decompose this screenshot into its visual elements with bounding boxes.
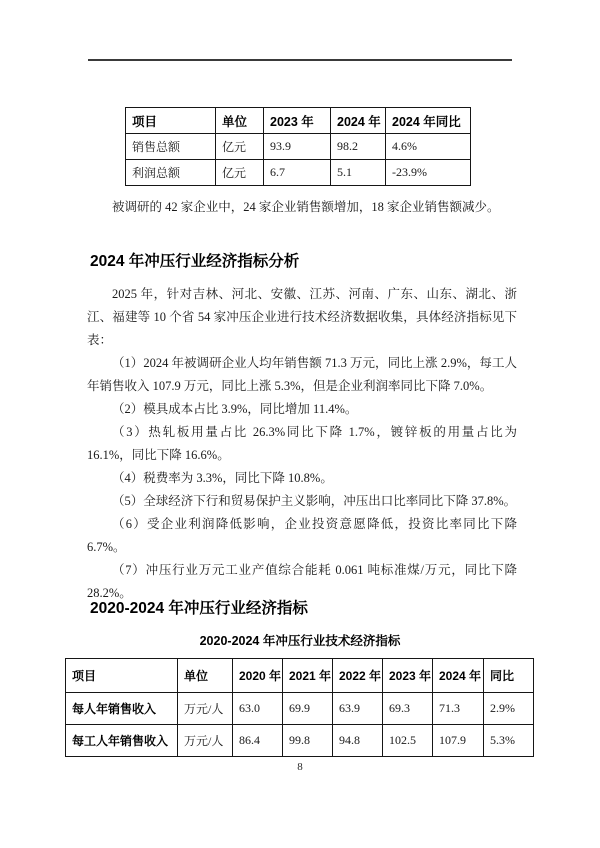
- cell-sales-unit: 亿元: [216, 134, 264, 160]
- analysis-item-3: （3）热轧板用量占比 26.3%同比下降 1.7%，镀锌板的用量占比为 16.1%，同比下降 16.6%。: [87, 425, 517, 462]
- cell-sales-yoy: 4.6%: [386, 134, 471, 160]
- cell-percap-2022: 63.9: [333, 693, 383, 725]
- cell-percap-unit: 万元/人: [178, 693, 233, 725]
- summary-col-item: 项目: [126, 108, 216, 134]
- section-heading-indicators: 2020-2024 年冲压行业经济指标: [90, 600, 308, 617]
- cell-sales-2024: 98.2: [331, 134, 386, 160]
- cell-profit-2023: 6.7: [264, 160, 331, 186]
- summary-table: [125, 107, 471, 186]
- indicators-table: [65, 658, 534, 757]
- analysis-item-4: （4）税费率为 3.3%，同比下降 10.8%。: [112, 471, 333, 485]
- ind-col-yoy: 同比: [484, 659, 534, 693]
- survey-note-paragraph: 被调研的 42 家企业中，24 家企业销售额增加，18 家企业销售额减少。: [112, 200, 500, 214]
- cell-percap-2023: 69.3: [383, 693, 433, 725]
- cell-perworker-yoy: 5.3%: [484, 725, 534, 757]
- analysis-item-2: （2）模具成本占比 3.9%，同比增加 11.4%。: [112, 402, 358, 416]
- cell-profit-yoy: -23.9%: [386, 160, 471, 186]
- cell-sales-label: 销售总额: [126, 134, 216, 160]
- analysis-item-7: （7）冲压行业万元工业产值综合能耗 0.061 吨标准煤/万元，同比下降 28.2%。: [87, 563, 517, 600]
- section-heading-economic-analysis: 2024 年冲压行业经济指标分析: [90, 253, 300, 270]
- analysis-body: [87, 283, 517, 605]
- summary-col-2024: 2024 年: [331, 108, 386, 134]
- cell-percap-label: 每人年销售收入: [66, 693, 178, 725]
- cell-profit-2024: 5.1: [331, 160, 386, 186]
- analysis-item-5: （5）全球经济下行和贸易保护主义影响，冲压出口比率同比下降 37.8%。: [112, 494, 517, 508]
- cell-perworker-2023: 102.5: [383, 725, 433, 757]
- cell-percap-2020: 63.0: [233, 693, 283, 725]
- analysis-intro-paragraph: 2025 年，针对吉林、河北、安徽、江苏、河南、广东、山东、湖北、浙江、福建等 10 个省 54 家冲压企业进行技术经济数据收集，具体经济指标见下表：: [87, 287, 517, 347]
- summary-col-unit: 单位: [216, 108, 264, 134]
- ind-col-unit: 单位: [178, 659, 233, 693]
- ind-col-2021: 2021 年: [283, 659, 333, 693]
- cell-perworker-2021: 99.8: [283, 725, 333, 757]
- summary-table-header-row: [126, 108, 471, 134]
- indicators-table-caption: 2020-2024 年冲压行业技术经济指标: [199, 634, 401, 648]
- table-row: [126, 134, 471, 160]
- page-number: 8: [297, 761, 303, 773]
- table-row: [66, 725, 534, 757]
- ind-col-2022: 2022 年: [333, 659, 383, 693]
- cell-percap-2024: 71.3: [433, 693, 484, 725]
- indicators-table-header-row: [66, 659, 534, 693]
- header-rule: [88, 59, 512, 61]
- summary-col-2023: 2023 年: [264, 108, 331, 134]
- ind-col-item: 项目: [66, 659, 178, 693]
- cell-perworker-unit: 万元/人: [178, 725, 233, 757]
- ind-col-2024: 2024 年: [433, 659, 484, 693]
- cell-perworker-2020: 86.4: [233, 725, 283, 757]
- cell-profit-unit: 亿元: [216, 160, 264, 186]
- cell-perworker-2022: 94.8: [333, 725, 383, 757]
- analysis-item-6: （6）受企业利润降低影响，企业投资意愿降低，投资比率同比下降 6.7%。: [87, 517, 517, 554]
- summary-col-yoy: 2024 年同比: [386, 108, 471, 134]
- cell-perworker-label: 每工人年销售收入: [66, 725, 178, 757]
- analysis-item-1: （1）2024 年被调研企业人均年销售额 71.3 万元，同比上涨 2.9%，每工人年销售收入 107.9 万元，同比上涨 5.3%，但是企业利润率同比下降 7.0%。: [87, 356, 517, 393]
- table-row: [126, 160, 471, 186]
- cell-sales-2023: 93.9: [264, 134, 331, 160]
- cell-perworker-2024: 107.9: [433, 725, 484, 757]
- cell-percap-yoy: 2.9%: [484, 693, 534, 725]
- cell-percap-2021: 69.9: [283, 693, 333, 725]
- table-row: [66, 693, 534, 725]
- cell-profit-label: 利润总额: [126, 160, 216, 186]
- ind-col-2023: 2023 年: [383, 659, 433, 693]
- ind-col-2020: 2020 年: [233, 659, 283, 693]
